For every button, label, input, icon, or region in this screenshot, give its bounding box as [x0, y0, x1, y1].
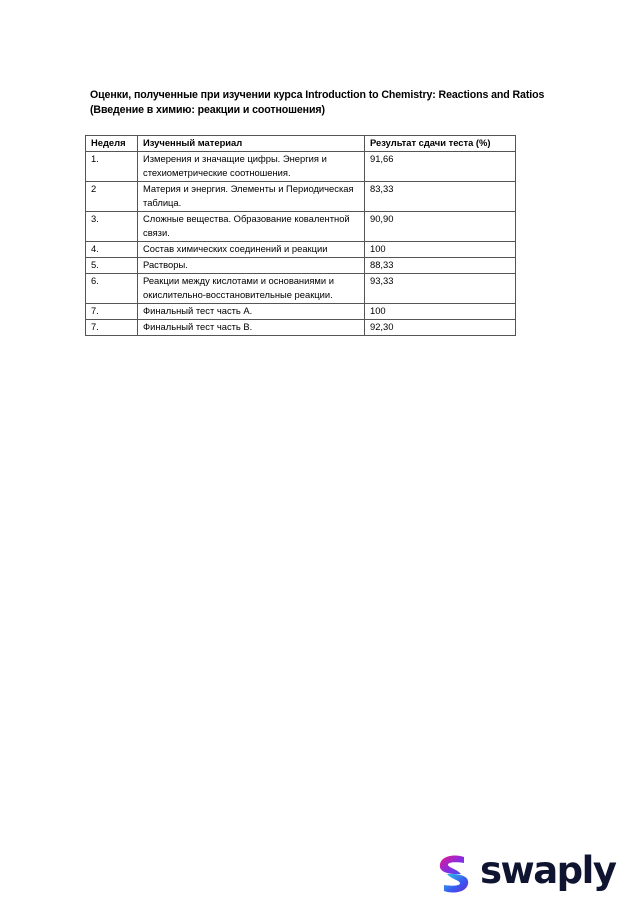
cell-material: Растворы. — [138, 258, 365, 274]
cell-week: 2 — [86, 182, 138, 212]
cell-material: Финальный тест часть В. — [138, 320, 365, 336]
table-row — [86, 242, 516, 258]
swaply-logo-icon — [434, 853, 474, 895]
swaply-logo-text: swaply — [480, 849, 616, 892]
cell-material: Финальный тест часть А. — [138, 304, 365, 320]
table-row — [86, 274, 516, 304]
cell-week: 4. — [86, 242, 138, 258]
header-material: Изученный материал — [138, 136, 365, 152]
swaply-logo — [434, 849, 616, 895]
document-title-line-2: (Введение в химию: реакции и соотношения) — [90, 104, 325, 116]
cell-result: 93,33 — [365, 274, 516, 304]
table-row — [86, 258, 516, 274]
document-title-line-1: Оценки, полученные при изучении курса Introduction to Chemistry: Reactions and Ratios — [90, 89, 545, 101]
cell-result: 90,90 — [365, 212, 516, 242]
cell-result: 100 — [365, 242, 516, 258]
header-week: Неделя — [86, 136, 138, 152]
document-title — [90, 88, 600, 118]
cell-week: 5. — [86, 258, 138, 274]
cell-material: Состав химических соединений и реакции — [138, 242, 365, 258]
cell-result: 83,33 — [365, 182, 516, 212]
cell-week: 7. — [86, 320, 138, 336]
cell-result: 92,30 — [365, 320, 516, 336]
table-row — [86, 152, 516, 182]
cell-week: 3. — [86, 212, 138, 242]
cell-material: Измерения и значащие цифры. Энергия и стехиометрические соотношения. — [138, 152, 365, 182]
cell-result: 91,66 — [365, 152, 516, 182]
cell-result: 100 — [365, 304, 516, 320]
table-row — [86, 320, 516, 336]
cell-week: 6. — [86, 274, 138, 304]
table-row — [86, 182, 516, 212]
cell-material: Сложные вещества. Образование ковалентной связи. — [138, 212, 365, 242]
table-header-row — [86, 136, 516, 152]
cell-week: 7. — [86, 304, 138, 320]
grades-table — [85, 135, 516, 336]
cell-result: 88,33 — [365, 258, 516, 274]
cell-material: Материя и энергия. Элементы и Периодическая таблица. — [138, 182, 365, 212]
table-row — [86, 212, 516, 242]
header-result: Результат сдачи теста (%) — [365, 136, 516, 152]
cell-week: 1. — [86, 152, 138, 182]
cell-material: Реакции между кислотами и основаниями и окислительно-восстановительные реакции. — [138, 274, 365, 304]
table-row — [86, 304, 516, 320]
